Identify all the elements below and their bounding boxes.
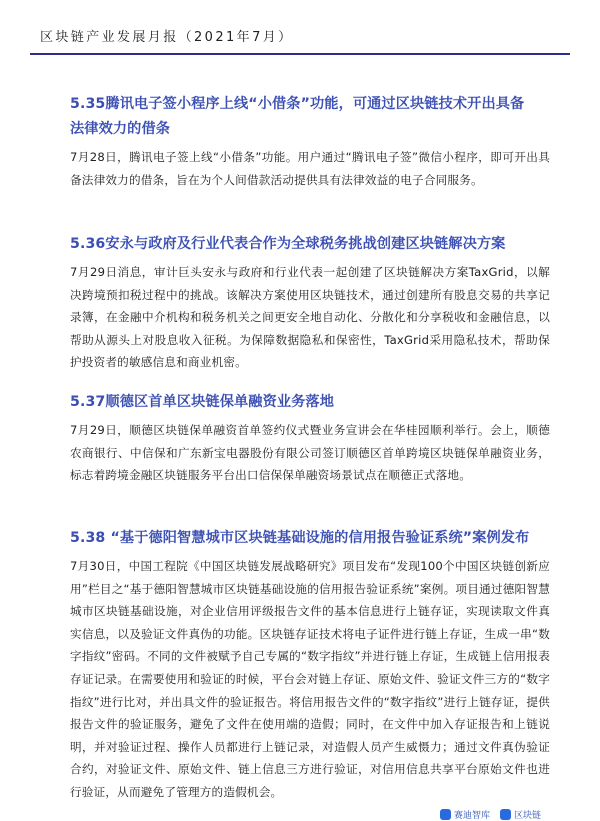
section-5-36 [70,232,550,374]
ccid-logo-icon [440,809,451,820]
report-title: 区块链产业发展月报（2021年7月） [40,30,294,45]
section-body: 7月30日，中国工程院《中国区块链发展战略研究》项目发布“发现100个中国区块链创新应用”栏目之“基于德阳智慧城市区块链基础设施的信用报告验证系统”案例。项目通过德阳智慧城市区块链基础设施，对企业信用评级报告文件的基本信息进行上链存证，实现读取文件真实信息，以及验证文件真伪的功能。区块链存证技术将电子证件进行链上存证，生成一串“数字指纹”密码。不同的文件被赋予自己专属的“数字指纹”并进行链上存证，生成链上信用报表存证记录。在需要使用和验证的时候，平台会对链上存证、原始文件、验证文件三方的“数字指纹”进行比对，并出具文件的验证报告。将信用报告文件的“数字指纹”进行上链存证，提供报告文件的验证服务，避免了文件在使用端的造假；同时，在文件中加入存证报告和上链说明，并对验证过程、操作人员都进行上链记录，对造假人员产生威慑力；通过文件真伪验证合约，对验证文件、原始文件、链上信息三方进行验证，对信用信息共享平台原始文件也进行验证，从而避免了管理方的造假机会。 [70,559,550,799]
section-title: 5.35腾讯电子签小程序上线“小借条”功能，可通过区块链技术开出具备 法律效力的借条 [70,96,525,137]
section-5-38 [70,526,550,804]
section-body: 7月28日，腾讯电子签上线“小借条”功能。用户通过“腾讯电子签”微信小程序，即可开出具备法律效力的借条，旨在为个人间借款活动提供具有法律效益的电子合同服务。 [70,150,550,187]
section-body: 7月29日，顺德区块链保单融资首单签约仪式暨业务宣讲会在华桂园顺利举行。会上，顺德农商银行、中信保和广东新宝电器股份有限公司签订顺德区首单跨境区块链保单融资业务，标志着跨境金融区块链服务平台出口信保保单融资场景试点在顺德正式落地。 [70,423,550,483]
section-5-35 [70,92,550,191]
section-body: 7月29日消息，审计巨头安永与政府和行业代表一起创建了区块链解决方案TaxGrid，以解决跨境预扣税过程中的挑战。该解决方案使用区块链技术，通过创建所有股息交易的共享记录簿，在金融中介机构和税务机关之间更安全地自动化、分散化和分享税收和金融信息，以帮助从源头上对股息收入征税。为保障数据隐私和保密性，TaxGrid采用隐私技术，帮助保护投资者的敏感信息和商业机密。 [70,265,550,370]
footer-logos [440,808,541,821]
logo-blockchain: 区块链 [500,808,541,821]
header-divider [30,53,570,55]
logo-ccid: 赛迪智库 [440,808,490,821]
section-title: 5.37顺德区首单区块链保单融资业务落地 [70,394,335,410]
section-5-37 [70,390,550,487]
section-title: 5.38 “基于德阳智慧城市区块链基础设施的信用报告验证系统”案例发布 [70,530,530,546]
section-title: 5.36安永与政府及行业代表合作为全球税务挑战创建区块链解决方案 [70,236,506,252]
page-header [30,30,570,55]
blockchain-logo-icon [500,809,511,820]
